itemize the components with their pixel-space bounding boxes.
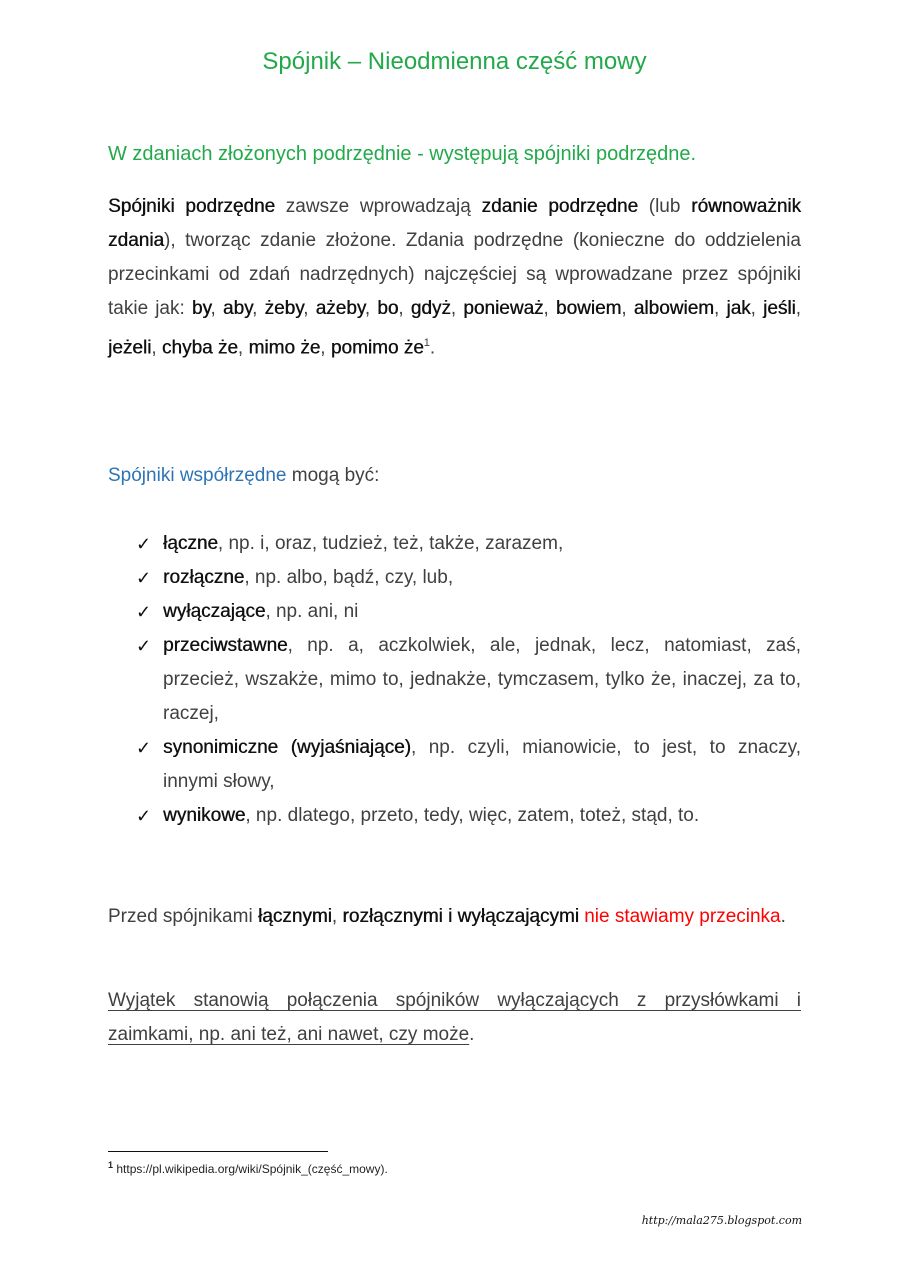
bold-term: wyłączające [163, 601, 266, 622]
list-item-text [163, 635, 801, 724]
footnote [108, 1160, 801, 1176]
text-segment: , [151, 337, 162, 359]
bold-term: bowiem [555, 298, 622, 319]
bold-term: by [191, 298, 211, 319]
text-segment: , [543, 298, 556, 319]
list-item [108, 561, 801, 595]
text-segment: Spójniki współrzędne [108, 465, 287, 486]
bold-term: pomimo że [330, 337, 424, 359]
bold-term: łącznymi [257, 906, 332, 927]
bold-term: zdanie podrzędne [481, 196, 639, 217]
text-segment: Przed spójnikami [108, 906, 258, 927]
text-segment: , [713, 298, 727, 319]
exception-paragraph [108, 984, 801, 1052]
bold-term: jeżeli [108, 337, 152, 359]
bold-term: ponieważ [463, 298, 544, 319]
footnote-mark: 1 [108, 1160, 114, 1170]
text-segment: . [469, 1024, 475, 1045]
bold-term: bo [377, 298, 399, 319]
bold-term: gdyż [410, 298, 451, 319]
footer-url[interactable]: http://mala275.blogspot.com [641, 1214, 802, 1227]
text-segment: Wyjątek stanowią połączenia spójników wyłączających z przysłówkami i zaimkami, np. ani też, ani nawet, czy może [108, 990, 801, 1045]
list-item [108, 731, 801, 799]
bold-term: przeciwstawne [163, 635, 288, 656]
bold-term: żeby [264, 298, 304, 319]
text-segment: , [750, 298, 763, 319]
text-segment: , [320, 337, 331, 359]
text-segment: , [398, 298, 411, 319]
bold-term: rozłącznymi i wyłączającymi [342, 906, 579, 927]
checkmark-icon: ✓ [136, 806, 152, 826]
bold-term: rozłączne [163, 567, 245, 588]
bold-term: jak [726, 298, 751, 319]
text-segment: ), tworząc zdanie złożone. Zdania podrzędne (konieczne do oddzielenia przecinkami od zdań nadrzędnych) najczęściej są wprowadzane przez spójniki takie jak: [108, 230, 801, 319]
text-segment: . [780, 906, 786, 927]
bold-term: jeśli [763, 298, 796, 319]
bold-term: chyba że [161, 337, 238, 359]
bold-term: równoważnik zdania [108, 196, 801, 251]
text-segment: , np. albo, bądź, czy, lub, [244, 567, 454, 588]
checkmark-icon: ✓ [136, 602, 152, 622]
text-segment: . [429, 337, 436, 359]
coordinate-list [108, 527, 801, 833]
section-heading: W zdaniach złożonych podrzędnie - występują spójniki podrzędne. [108, 143, 697, 165]
page-title: Spójnik – Nieodmienna część mowy [262, 48, 647, 75]
list-item [108, 595, 801, 629]
bold-term: Spójniki podrzędne [108, 196, 276, 217]
coordinate-intro [108, 459, 801, 493]
list-item [108, 629, 801, 731]
bold-term: albowiem [633, 298, 714, 319]
text-segment: nie stawiamy przecinka [584, 906, 781, 927]
list-item-text [163, 601, 358, 622]
list-item-text [163, 533, 563, 554]
checkmark-icon: ✓ [136, 534, 152, 554]
text-segment: , [237, 337, 249, 359]
text-segment: , [331, 906, 343, 927]
text-segment: , np. czyli, mianowicie, to jest, to znaczy, innymi słowy, [163, 737, 801, 792]
list-item [108, 799, 801, 833]
text-segment: , [450, 298, 464, 319]
footnote-ref: 1 [423, 337, 430, 349]
list-item-text [163, 737, 801, 792]
text-segment: , [364, 298, 378, 319]
rule-paragraph [108, 900, 801, 934]
text-segment: , [252, 298, 265, 319]
text-segment: mogą być: [286, 465, 380, 486]
bold-term: łączne [163, 533, 218, 554]
bold-term: mimo że [248, 337, 321, 359]
text-segment: zawsze wprowadzają [275, 196, 482, 217]
list-item [108, 527, 801, 561]
text-segment: , np. a, aczkolwiek, ale, jednak, lecz, natomiast, zaś, przecież, wszakże, mimo to, jednakże, tymczasem, tylko że, inaczej, za to, raczej, [163, 635, 801, 724]
bold-term: synonimiczne (wyjaśniające) [163, 737, 411, 758]
checkmark-icon: ✓ [136, 738, 152, 758]
list-item-text [163, 567, 453, 588]
text-segment: , [621, 298, 634, 319]
text-segment: , np. dlatego, przeto, tedy, więc, zatem, toteż, stąd, to. [245, 805, 700, 826]
text-segment: , [210, 298, 223, 319]
text-segment: , [795, 298, 802, 319]
text-segment: , np. i, oraz, tudzież, też, także, zarazem, [217, 533, 564, 554]
bold-term: ażeby [315, 298, 365, 319]
bold-term: aby [222, 298, 253, 319]
text-segment: , np. ani, ni [265, 601, 359, 622]
bold-term: wynikowe [163, 805, 246, 826]
checkmark-icon: ✓ [136, 636, 152, 656]
list-item-text [163, 805, 699, 826]
footnote-link[interactable]: https://pl.wikipedia.org/wiki/Spójnik_(część_mowy). [113, 1162, 388, 1176]
text-segment: (lub [638, 196, 692, 217]
subordinate-paragraph [108, 190, 801, 365]
checkmark-icon: ✓ [136, 568, 152, 588]
footnote-separator [108, 1151, 328, 1152]
text-segment: , [303, 298, 316, 319]
